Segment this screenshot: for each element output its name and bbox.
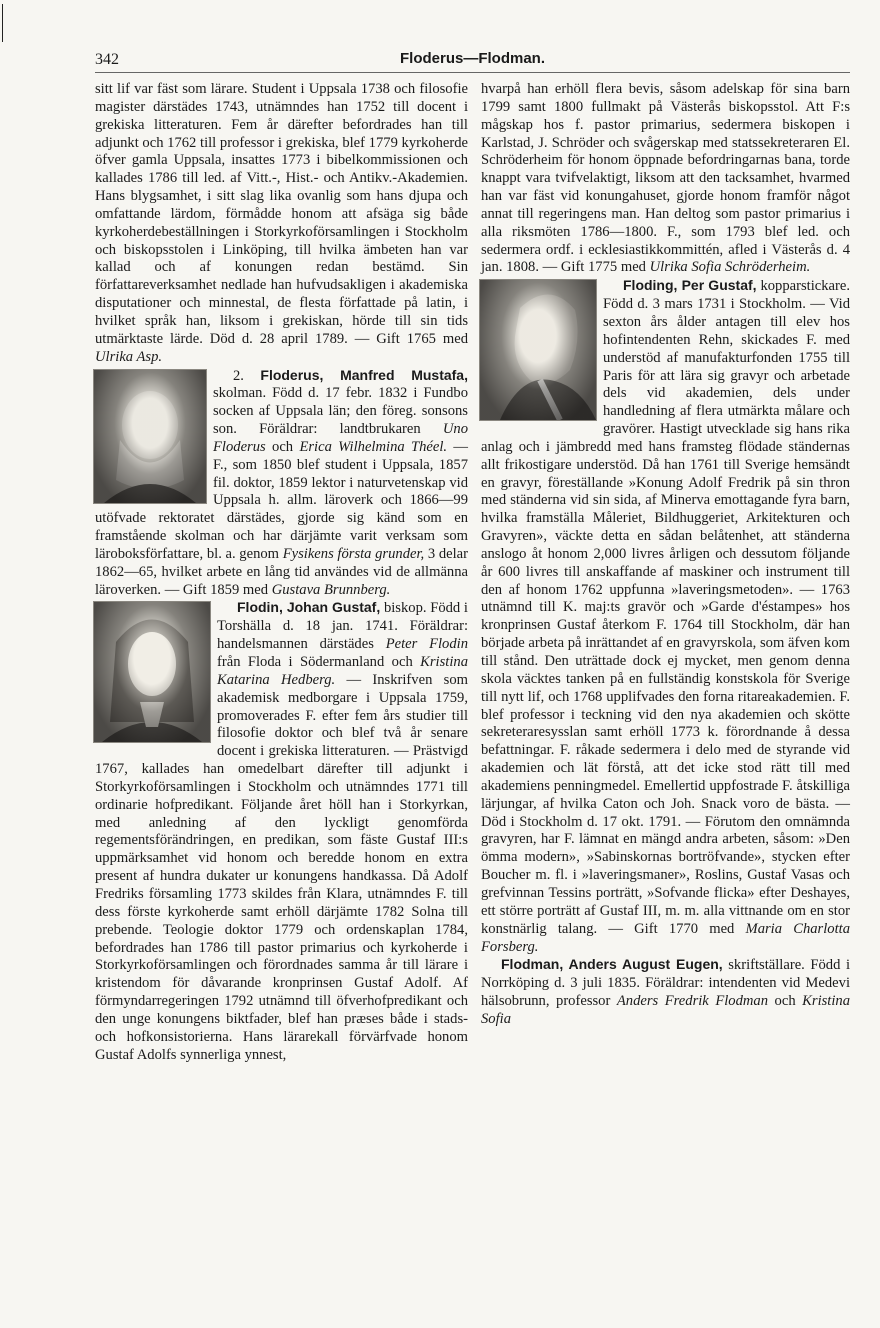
entry-headword: Floderus, Manfred Mustafa,: [260, 366, 468, 383]
entry-floding: Floding, Per Gustaf, kopparstickare. Född d. 3 mars 1731 i Stockholm. — Vid sexton års ålder antagen till elev hos hofintendenten Rehn, skickades F. med understöd af manufakturfonden 1755 till Paris för att lära sig gravyr och arbetade dels vid akademien, dels under handledning af flera utmärkta målare och gravörer. Hastigt utvecklade sig hans rika anlag och i jämbredd med hans framsteg flödade ständernas allt frikostigare understöd. Då han 1761 till Sverige hemsändt en gravyr, föreställande »Konung Adolf Fredrik på sin thron med ständerna vid sin sida, af Minerva emottagande fyra barn, hvilka framställa Måleriet, Bildhuggeriet, Arkitekturen och Gravyren», väckte detta en sådan belåtenhet, att ständerna anslogo åt honom 2,000 livres årligen och dessutom följande år 600 livres till anskaffande af maskiner och instrument till den af honom 1762 uppfunna »laveringsmetoden». — 1763 utnämnd till K. maj:ts gravör och »Garde d'éstampes» hos kronprinsen Gustaf återkom F. 1764 till Stockholm, där han började arbeta på inrättandet af en gravyrskola, som äfven kom till stånd. Den uträttade dock ej mycket, men genom denna skola väcktes tanken på en fullständig konstskola för Sverige till nytt lif, och 1768 upplifvades den forna ritareakademien. F. blef professor i teckning vid den nya akademien och skötte sekreteraresysslan samt erhöll 1773 k. förordnande å dessa befattningar. F. råkade sedermera i delo med de styrande vid akademien och lät förstå, att det icke stod rätt till med akademiens penningmedel. Emellertid uppfostrade F. åtskilliga lärjungar, af hvilka Caton och Joh. Snack voro de bästa. — Död i Stockholm d. 17 okt. 1791. — Förutom den omnämnda gravyren, har F. lämnat en mängd andra arbeten, såsom: »Den ömma modern», »Sabinskornas bortröfvande», stycken efter Boucher m. fl. i »laveringsmaner», Roslins, Gustaf Vasas och grefvinnan Tessins porträtt, »Sofvande flicka» efter Deshayes, ett större porträtt af Gustaf III, m. m. alla vittnande om en stor konstnärlig talang. — Gift 1770 med Maria Charlotta Forsberg.: [481, 277, 850, 955]
entry-headword: Flodman, Anders August Eugen,: [501, 956, 723, 973]
entry-flodin: Flodin, Johan Gustaf, biskop. Född i Torshälla d. 18 jan. 1741. Föräldrar: handelsmannen därstädes Peter Flodin från Floda i Södermanland och Kristina Katarina Hedberg. — Inskrifven som akademisk medborgare i Uppsala 1759, promoverades F. efter fem års studier till filosofie doktor och blef två år senare docent i grekiska litteraturen. — Prästvigd 1767, kallades han omedelbart därefter till adjunkt i Storkyrkoförsamlingen i Stockholm och utnämndes 1771 till ordinarie hofpredikant. Följande året höll han i Storkyrkan, med anledning af den lyckligt genomförda regementsförändringen, en predikan, som fäste Gustaf III:s uppmärksamhet vid honom och beredde honom en extra present af hundra dukater ur konungens handkassa. Då Adolf Fredriks församling 1773 skildes från Klara, utnämndes F. till dess förste kyrkoherde samt erhöll därjämte 1782 Solna till prebende. Teologie doktor 1779 och ordenskaplan 1784, befordrades han 1786 till pastor primarius och kyrkoherde i Storkyrkoförsamlingen och förordnades samma år till lärare i kristendom för dåvarande kronprinsen Gustaf Adolf. Af förmyndarregeringen 1792 utnämnd till öfverhofpredikant och den unge konungens biktfader, blef han præses både i stads- och hofkonsistorierna. Hans lärarekall förvärfvade honom Gustaf Adolfs synnerliga ynnest,: [95, 599, 469, 1063]
entry-headword: Flodin, Johan Gustaf,: [237, 599, 381, 616]
entry-flodman: Flodman, Anders August Eugen, skriftställare. Född i Norrköping d. 3 juli 1835. Föräldrar: intendenten vid Medevi hälsobrunn, professor Anders Fredrik Flodman och Kristina Sofia: [481, 956, 851, 1027]
entry-number: 2.: [233, 367, 244, 384]
running-title: Floderus—Flodman.: [399, 50, 545, 67]
portrait-floderus: [93, 369, 207, 504]
portrait-flodin: [93, 601, 211, 743]
flodin-continuation: hvarpå han erhöll flera bevis, såsom adelskap för sina barn 1799 samt 1800 fullmakt på Västerås biskopsstol. Att F:s mågskap hos f. pastor primarius, sedermera biskopen i Karlstad, J. Schröder och svågerskap med statssekreteraren El. Schröderheim för honom öppnade befordringarnas bana, torde knappt vara tvifvelaktigt, liksom att den tacksamhet, hvarmed han var fäst vid konungahuset, gjorde honom framför något annat till regeringens man. Han deltog som pastor primarius i alla riksmöten 1786—1800. F., som 1793 blef led. och sedermera ordf. i ecklesiastikkommittén, afled i Västerås d. 4 jan. 1808. — Gift 1775 med Ulrika Sofia Schröderheim.: [481, 81, 850, 276]
portrait-floding: [479, 279, 597, 421]
scan-edge-mark: [2, 4, 3, 42]
entry-headword: Floding, Per Gustaf,: [623, 277, 757, 294]
page-number: 342: [95, 51, 119, 68]
page-header: [95, 50, 850, 73]
right-column: [481, 81, 850, 1029]
entry-floderus-manfred: 2. Floderus, Manfred Mustafa, skolman. Född d. 17 febr. 1832 i Fundbo socken af Uppsala län; den föreg. sonsons son. Föräldrar: landtbrukaren Uno Floderus och Erica Wilhelmina Théel. — F., som 1850 blef student i Uppsala, 1857 fil. doktor, 1859 lektor i naturvetenskap vid Uppsala h. allm. läroverk och 1866—99 utöfvade rektoratet därstädes, gjorde sig känd som en framstående skolman och har därjämte varit verksam som läroboksförfattare, bl. a. genom Fysikens första grunder, 3 delar 1862—65, hvilket arbete en lång tid användes vid de allmänna läroverken. — Gift 1859 med Gustava Brunnberg.: [95, 366, 468, 598]
floderus-1-continuation: sitt lif var fäst som lärare. Student i Uppsala 1738 och filosofie magister därstädes 1743, utnämndes han 1752 till docent i grekiska litteraturen. Fem år därefter befordrades han till adjunkt och 1762 till professor i grekiska, blef 1779 kyrkoherde öfver gamla Uppsala, insattes 1773 i bibelkommissionen och kallades 1786 till led. af Vitt.-, Hist.- och Antikv.-Akademien. Hans blygsamhet, i sitt slag lika ovanlig som hans djupa och omfattande lärdom, förmådde honom att afsäga sig både kyrkoherdebeställningen i Storkyrkoförsamlingen i Stockholm och biskopsstolen i Linköping, till hvilka ämbeten han var kallad och af konungen redan bestämd. Sin författareverksamhet nedlade han hufvudsakligen i akademiska disputationer och minnestal, de flesta författade på latin, i hvilket språk han, liksom i grekiskan, hörde till sin tids utmärktaste lärde. Död d. 28 april 1789. — Gift 1765 med Ulrika Asp.: [95, 81, 468, 365]
left-column: [95, 81, 468, 1064]
